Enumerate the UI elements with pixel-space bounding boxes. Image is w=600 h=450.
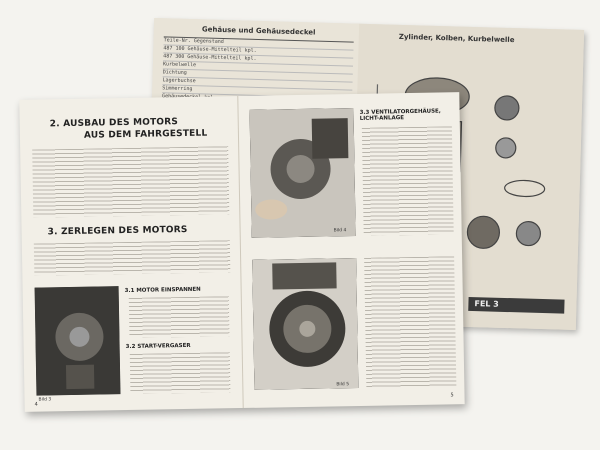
caption-bild3: Bild 3 xyxy=(38,397,52,403)
caption-bild5: Bild 5 xyxy=(336,382,350,388)
heading-zerlegen: 3. ZERLEGEN DES MOTORS xyxy=(47,224,188,238)
back-left-title: Gehäuse und Gehäusedeckel xyxy=(201,25,316,37)
table-row: Dichtung xyxy=(163,69,353,82)
heading-fahrgestell: AUS DEM FAHRGESTELL xyxy=(83,128,208,141)
table-row: Simmerring xyxy=(162,85,352,98)
front-booklet xyxy=(19,92,464,412)
section-band: FEL 3 xyxy=(468,297,564,314)
table-row: Lagerbuchse xyxy=(162,77,352,90)
paragraph-text xyxy=(34,240,231,275)
heading-ausbau: 2. AUSBAU DES MOTORS xyxy=(49,117,179,130)
paragraph-text xyxy=(129,296,230,338)
page-number-right: 5 xyxy=(450,392,454,399)
ventilator-photo xyxy=(250,108,356,238)
paragraph-text xyxy=(130,352,231,394)
flywheel-photo xyxy=(252,258,358,390)
paragraph-text xyxy=(32,146,229,217)
front-left-page xyxy=(19,96,243,412)
engine-photo xyxy=(35,286,121,395)
front-right-page xyxy=(237,92,464,408)
table-row: Kurbelwelle xyxy=(163,61,353,74)
caption-bild4: Bild 4 xyxy=(333,228,347,234)
sub-motor-einspannen: 3.1 MOTOR EINSPANNEN xyxy=(124,286,201,295)
table-row: 487 300 Gehäuse-Mittelteil kpl. xyxy=(163,53,353,66)
page-number-left: 4 xyxy=(34,401,38,408)
paragraph-text xyxy=(362,126,454,236)
sub-start-vergaser: 3.2 START-VERGASER xyxy=(125,342,191,351)
sub-ventilatorgehaeuse: 3.3 VENTILATORGEHÄUSE, LICHT-ANLAGE xyxy=(359,108,441,122)
back-right-title: Zylinder, Kolben, Kurbelwelle xyxy=(398,32,515,45)
table-row: Teile-Nr. Gegenstand xyxy=(164,37,354,50)
paragraph-text xyxy=(364,256,456,388)
table-row: 487 100 Gehäuse-Mittelteil kpl. xyxy=(163,45,353,58)
